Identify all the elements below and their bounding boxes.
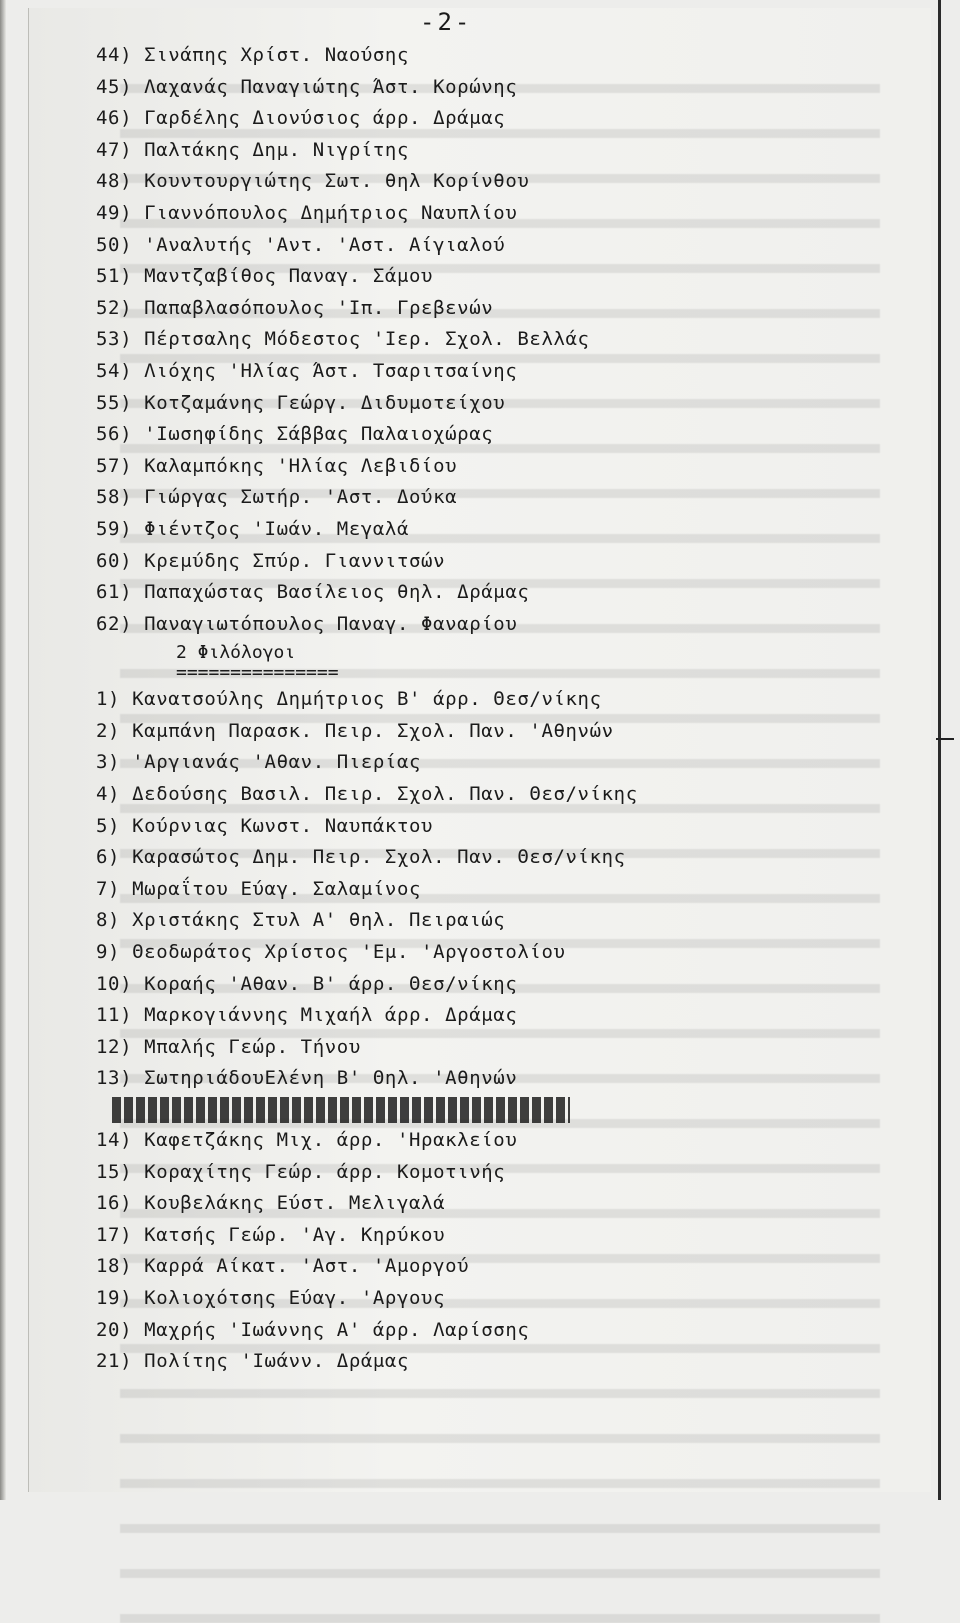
list-item: 1) Κανατσούλης Δημήτριος Β' άρρ. Θεσ/νίκης xyxy=(96,688,602,711)
section-rule: =============== xyxy=(176,662,339,684)
list-item: 52) Παπαβλασόπουλος 'Ιπ. Γρεβενών xyxy=(96,296,494,319)
list-item: 17) Κατσής Γεώρ. 'Αγ. Κηρύκου xyxy=(96,1223,446,1246)
list-item: 54) Λιόχης 'Ηλίας Άστ. Τσαριτσαίνης xyxy=(96,359,518,382)
list-item: 7) Μωραΐτου Εύαγ. Σαλαμίνος xyxy=(96,877,422,900)
list-item: 49) Γιαννόπουλος Δημήτριος Ναυπλίου xyxy=(96,201,518,224)
list-item: 57) Καλαμπόκης 'Ηλίας Λεβιδίου xyxy=(96,454,458,477)
list-item: 46) Γαρδέλης Διονύσιος άρρ. Δράμας xyxy=(96,107,506,130)
list-item: 2) Καμπάνη Παρασκ. Πειρ. Σχολ. Παν. 'Αθηνών xyxy=(96,719,614,742)
list-item: 53) Πέρτσαλης Μόδεστος 'Ιερ. Σχολ. Βελλάς xyxy=(96,328,590,351)
page-shadow-left xyxy=(0,0,6,1500)
list-item: 16) Κουβελάκης Εύστ. Μελιγαλά xyxy=(96,1192,446,1215)
list-item: 6) Καρασώτος Δημ. Πειρ. Σχολ. Παν. Θεσ/νίκης xyxy=(96,846,626,869)
page-number: -2- xyxy=(420,8,473,36)
list-item: 19) Κολιοχότσης Εύαγ. 'Αργους xyxy=(96,1286,446,1309)
list-item: 61) Παπαχώστας Βασίλειος θηλ. Δράμας xyxy=(96,581,530,604)
list-item: 10) Κοραής 'Αθαν. Β' άρρ. Θεσ/νίκης xyxy=(96,972,518,995)
list-item: 21) Πολίτης 'Ιωάνν. Δράμας xyxy=(96,1350,410,1373)
list-item: 13) ΣωτηριάδουΕλένη Β' Θηλ. 'Αθηνών xyxy=(96,1067,518,1090)
section-heading: 2 Φιλόλογοι xyxy=(176,642,296,664)
list-item: 55) Κοτζαμάνης Γεώργ. Διδυμοτείχου xyxy=(96,391,506,414)
name-list xyxy=(96,40,916,1378)
list-item: 45) Λαχανάς Παναγιώτης Άστ. Κορώνης xyxy=(96,75,518,98)
list-item: 14) Καφετζάκης Μιχ. άρρ. 'Ηρακλείου xyxy=(96,1129,518,1151)
struck-out-line xyxy=(112,1097,570,1123)
list-item: 3) 'Αργιανάς 'Αθαν. Πιερίας xyxy=(96,751,422,774)
page-edge-right xyxy=(938,0,941,1500)
list-item: 9) Θεοδωράτος Χρίστος 'Εμ. 'Αργοστολίου xyxy=(96,941,566,964)
edge-tick-mark xyxy=(936,738,954,740)
list-item: 47) Παλτάκης Δημ. Νιγρίτης xyxy=(96,138,410,161)
list-item: 60) Κρεμύδης Σπύρ. Γιαννιτσών xyxy=(96,549,446,572)
list-item: 56) 'Ιωσηφίδης Σάββας Παλαιοχώρας xyxy=(96,423,494,446)
list-item: 11) Μαρκογιάννης Μιχαήλ άρρ. Δράμας xyxy=(96,1004,518,1027)
list-item: 62) Παναγιωτόπουλος Παναγ. Φαναρίου xyxy=(96,612,518,635)
list-item: 15) Κοραχίτης Γεώρ. άρρ. Κομοτινής xyxy=(96,1160,506,1183)
list-item: 48) Κουντουργιώτης Σωτ. θηλ Κορίνθου xyxy=(96,170,530,193)
list-item: 51) Μαντζαβίθος Παναγ. Σάμου xyxy=(96,265,434,288)
list-item: 58) Γιώργας Σωτήρ. 'Αστ. Δούκα xyxy=(96,486,458,509)
list-item: 44) Σινάπης Χρίστ. Ναούσης xyxy=(96,44,410,66)
list-item: 20) Μαχρής 'Ιωάννης Α' άρρ. Λαρίσσης xyxy=(96,1318,530,1341)
list-item: 18) Καρρά Αίκατ. 'Αστ. 'Αμοργού xyxy=(96,1255,470,1278)
list-item: 8) Χριστάκης Στυλ Α' θηλ. Πειραιώς xyxy=(96,909,506,932)
list-item: 4) Δεδούσης Βασιλ. Πειρ. Σχολ. Παν. Θεσ/νίκης xyxy=(96,783,638,806)
list-item: 59) Φιέντζος 'Ιωάν. Μεγαλά xyxy=(96,517,410,540)
list-item: 5) Κούρνιας Κωνστ. Ναυπάκτου xyxy=(96,814,434,837)
list-item: 12) Μπαλής Γεώρ. Τήνου xyxy=(96,1035,361,1058)
list-item: 50) 'Αναλυτής 'Αντ. 'Αστ. Αίγιαλού xyxy=(96,233,506,256)
